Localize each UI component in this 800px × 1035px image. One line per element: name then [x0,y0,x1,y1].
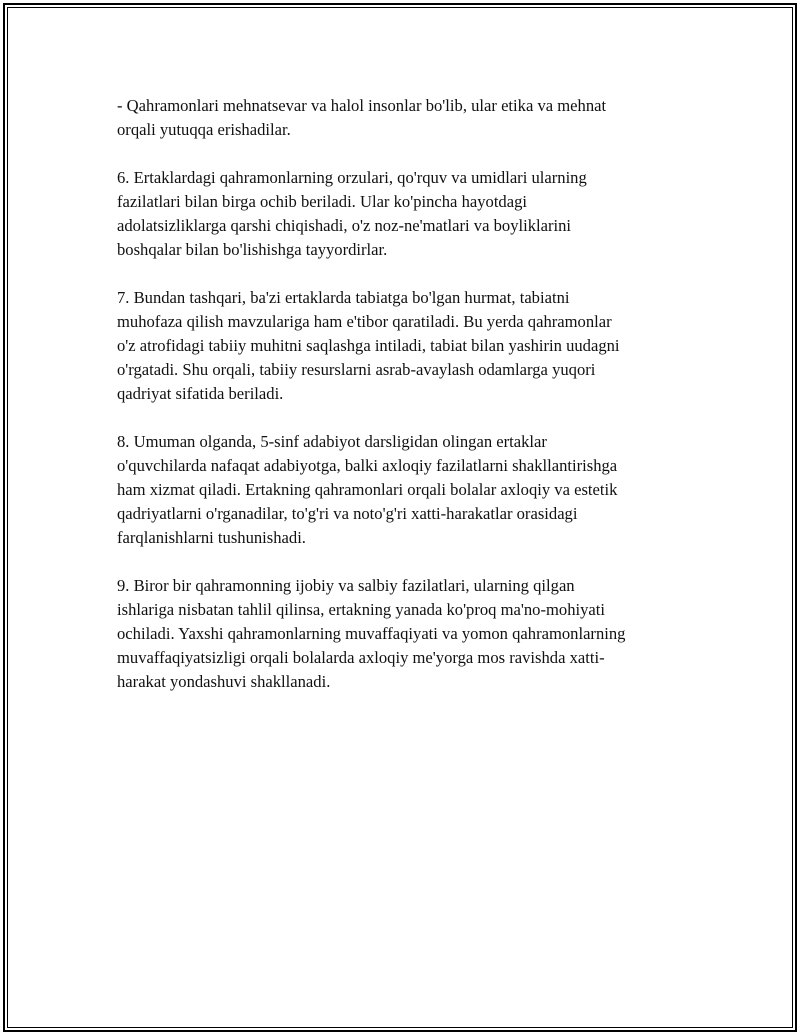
paragraph-9: 9. Biror bir qahramonning ijobiy va salbiy fazilatlari, ularning qilgan ishlariga nisbatan tahlil qilinsa, ertakning yanada ko'proq ma'no-mohiyati ochiladi. Yaxshi qahramonlarning muvaffaqiyati va yomon qahramonlarning muvaffaqiyatsizligi orqali bolalarda axloqiy me'yorga mos ravishda xatti- harakat yondashuvi shakllanadi. [117,576,626,691]
paragraph-bullet-intro: - Qahramonlari mehnatsevar va halol insonlar bo'lib, ular etika va mehnat orqali yutuqqa erishadilar. [117,96,607,139]
document-body [117,94,697,718]
paragraph-6: 6. Ertaklardagi qahramonlarning orzulari, qo'rquv va umidlari ularning fazilatlari bilan birga ochib beriladi. Ular ko'pincha hayotdagi adolatsizliklarga qarshi chiqishadi, o'z noz-ne'matlari va boyliklarini boshqalar bilan bo'lishishga tayyordirlar. [117,168,587,259]
paragraph-7: 7. Bundan tashqari, ba'zi ertaklarda tabiatga bo'lgan hurmat, tabiatni muhofaza qilish mavzulariga ham e'tibor qaratiladi. Bu yerda qahramonlar o'z atrofidagi tabiiy muhitni saqlashga intiladi, tabiat bilan yashirin uudagni o'rgatadi. Shu orqali, tabiiy resurslarni asrab-avaylash odamlarga yuqori qadriyat sifatida beriladi. [117,288,620,403]
paragraph-8: 8. Umuman olganda, 5-sinf adabiyot darsligidan olingan ertaklar o'quvchilarda nafaqat adabiyotga, balki axloqiy fazilatlarni shakllantirishga ham xizmat qiladi. Ertakning qahramonlari orqali bolalar axloqiy va estetik qadriyatlarni o'rganadilar, to'g'ri va noto'g'ri xatti-harakatlar orasidagi farqlanishlarni tushunishadi. [117,432,618,547]
